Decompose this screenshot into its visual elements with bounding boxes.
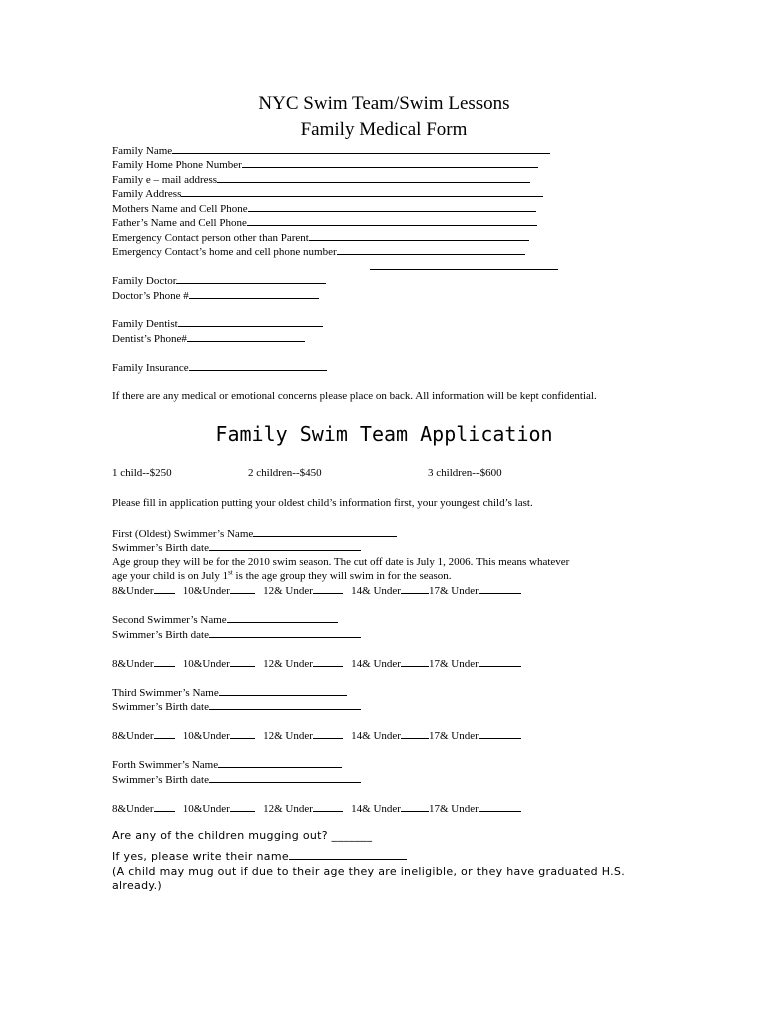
- doctor-label: Family Doctor: [112, 275, 177, 287]
- age-17-field[interactable]: [479, 583, 521, 594]
- mugging-note: (A child may mug out if due to their age they are ineligible, or they have graduated H.S. already.): [112, 865, 625, 892]
- age-group-note-sup: st: [228, 568, 233, 577]
- application-title: Family Swim Team Application: [215, 422, 553, 446]
- age-10-field[interactable]: [230, 656, 255, 667]
- first-swimmer-field[interactable]: [253, 526, 397, 537]
- second-birth-label: Swimmer’s Birth date: [112, 629, 209, 641]
- emergency-contact-field[interactable]: [309, 230, 529, 241]
- dentist-phone-label: Dentist’s Phone#: [112, 333, 187, 345]
- age-8-field[interactable]: [154, 583, 175, 594]
- emergency-phone-row-2: [370, 259, 558, 274]
- dentist-phone-row: [112, 331, 305, 346]
- price-two-children: 2 children--$450: [248, 467, 322, 479]
- forth-birth-label: Swimmer’s Birth date: [112, 774, 209, 786]
- first-birth-row: [112, 540, 361, 555]
- instructions: Please fill in application putting your oldest child’s information first, your youngest child’s last.: [112, 497, 533, 509]
- fathers-row: [112, 215, 537, 230]
- age-14-field[interactable]: [401, 801, 429, 812]
- email-row: [112, 172, 530, 187]
- age-group-note-2: [112, 569, 452, 583]
- emergency-phone-field-2[interactable]: [370, 259, 558, 270]
- age-14-field[interactable]: [401, 728, 429, 739]
- age-14-field[interactable]: [401, 656, 429, 667]
- age-group-note-1: Age group they will be for the 2010 swim season. The cut off date is July 1, 2006. This means whatever: [112, 556, 570, 568]
- age-12-label: 12& Under: [263, 730, 313, 742]
- age-8-label: 8&Under: [112, 803, 154, 815]
- fathers-field[interactable]: [247, 215, 537, 226]
- emergency-phone-field[interactable]: [337, 244, 525, 255]
- mothers-field[interactable]: [248, 201, 536, 212]
- third-swimmer-row: [112, 685, 347, 700]
- age-17-label: 17& Under: [428, 658, 479, 670]
- age-17-field[interactable]: [479, 728, 521, 739]
- forth-swimmer-label: Forth Swimmer’s Name: [112, 759, 219, 771]
- third-swimmer-field[interactable]: [219, 685, 347, 696]
- email-label: Family e – mail address: [112, 174, 218, 186]
- second-swimmer-label: Second Swimmer’s Name: [112, 614, 227, 626]
- age-8-label: 8&Under: [112, 658, 154, 670]
- price-three-children: 3 children--$600: [428, 467, 502, 479]
- age-8-label: 8&Under: [112, 730, 154, 742]
- first-birth-label: Swimmer’s Birth date: [112, 542, 209, 554]
- form-subtitle: Family Medical Form: [300, 119, 468, 140]
- insurance-field[interactable]: [189, 360, 327, 371]
- age-groups-2: [112, 656, 521, 671]
- concerns-note: If there are any medical or emotional concerns please place on back. All information will be kept confidential.: [112, 390, 597, 402]
- doctor-phone-label: Doctor’s Phone #: [112, 290, 189, 302]
- age-17-label: 17& Under: [428, 730, 479, 742]
- doctor-phone-field[interactable]: [189, 288, 319, 299]
- first-swimmer-label: First (Oldest) Swimmer’s Name: [112, 528, 254, 540]
- age-groups-4: [112, 801, 521, 816]
- home-phone-row: [112, 157, 538, 172]
- age-groups-3: [112, 728, 521, 743]
- age-12-field[interactable]: [313, 801, 343, 812]
- address-field[interactable]: [181, 186, 543, 197]
- second-swimmer-field[interactable]: [227, 612, 338, 623]
- age-group-note-2b: is the age group they will swim in for the season.: [232, 570, 452, 582]
- insurance-row: [112, 360, 327, 375]
- age-12-label: 12& Under: [263, 803, 313, 815]
- family-name-field[interactable]: [172, 143, 550, 154]
- family-name-label: Family Name: [112, 145, 173, 157]
- age-10-label: 10&Under: [182, 585, 230, 597]
- third-birth-row: [112, 699, 361, 714]
- dentist-field[interactable]: [178, 316, 323, 327]
- age-14-field[interactable]: [401, 583, 429, 594]
- age-10-label: 10&Under: [182, 658, 230, 670]
- age-12-field[interactable]: [313, 656, 343, 667]
- mugging-name-field[interactable]: [289, 847, 407, 860]
- age-10-field[interactable]: [230, 728, 255, 739]
- age-8-label: 8&Under: [112, 585, 154, 597]
- emergency-contact-row: [112, 230, 529, 245]
- forth-birth-row: [112, 772, 361, 787]
- age-10-field[interactable]: [230, 801, 255, 812]
- dentist-phone-field[interactable]: [187, 331, 305, 342]
- age-12-label: 12& Under: [263, 585, 313, 597]
- age-10-label: 10&Under: [182, 803, 230, 815]
- forth-swimmer-field[interactable]: [218, 757, 342, 768]
- family-name-row: [112, 143, 550, 158]
- doctor-field[interactable]: [176, 273, 326, 284]
- home-phone-label: Family Home Phone Number: [112, 159, 242, 171]
- emergency-phone-label: Emergency Contact’s home and cell phone number: [112, 246, 337, 258]
- fathers-label: Father’s Name and Cell Phone: [112, 217, 247, 229]
- price-one-child: 1 child--$250: [112, 467, 172, 479]
- age-17-label: 17& Under: [428, 803, 479, 815]
- second-birth-row: [112, 627, 361, 642]
- mothers-row: [112, 201, 536, 216]
- age-14-label: 14& Under: [351, 803, 401, 815]
- form-title: NYC Swim Team/Swim Lessons: [258, 93, 510, 114]
- emergency-phone-row: [112, 244, 525, 259]
- age-8-field[interactable]: [154, 656, 175, 667]
- age-12-field[interactable]: [313, 583, 343, 594]
- second-swimmer-row: [112, 612, 338, 627]
- age-8-field[interactable]: [154, 801, 175, 812]
- age-17-field[interactable]: [479, 801, 521, 812]
- age-17-field[interactable]: [479, 656, 521, 667]
- insurance-label: Family Insurance: [112, 362, 189, 374]
- age-12-label: 12& Under: [263, 658, 313, 670]
- emergency-contact-label: Emergency Contact person other than Parent: [112, 232, 309, 244]
- address-label: Family Address: [112, 188, 182, 200]
- third-birth-field[interactable]: [209, 699, 361, 710]
- first-birth-field[interactable]: [209, 540, 361, 551]
- mugging-name-row: [112, 847, 407, 864]
- forth-swimmer-row: [112, 757, 342, 772]
- address-row: [112, 186, 543, 201]
- age-14-label: 14& Under: [351, 585, 401, 597]
- age-groups-1: [112, 583, 521, 598]
- doctor-row: [112, 273, 326, 288]
- mugging-name-label: If yes, please write their name: [112, 850, 289, 863]
- age-10-field[interactable]: [230, 583, 255, 594]
- doctor-phone-row: [112, 288, 319, 303]
- age-10-label: 10&Under: [182, 730, 230, 742]
- third-swimmer-label: Third Swimmer’s Name: [112, 687, 219, 699]
- first-swimmer-row: [112, 526, 397, 541]
- mugging-question: Are any of the children mugging out? _______: [112, 829, 373, 842]
- mothers-label: Mothers Name and Cell Phone: [112, 203, 248, 215]
- forth-birth-field[interactable]: [209, 772, 361, 783]
- age-17-label: 17& Under: [428, 585, 479, 597]
- age-group-note-2a: age your child is on July 1: [112, 570, 229, 582]
- age-12-field[interactable]: [313, 728, 343, 739]
- age-8-field[interactable]: [154, 728, 175, 739]
- email-field[interactable]: [217, 172, 530, 183]
- age-14-label: 14& Under: [351, 730, 401, 742]
- age-14-label: 14& Under: [351, 658, 401, 670]
- home-phone-field[interactable]: [242, 157, 538, 168]
- dentist-row: [112, 316, 323, 331]
- second-birth-field[interactable]: [209, 627, 361, 638]
- dentist-label: Family Dentist: [112, 318, 178, 330]
- third-birth-label: Swimmer’s Birth date: [112, 701, 209, 713]
